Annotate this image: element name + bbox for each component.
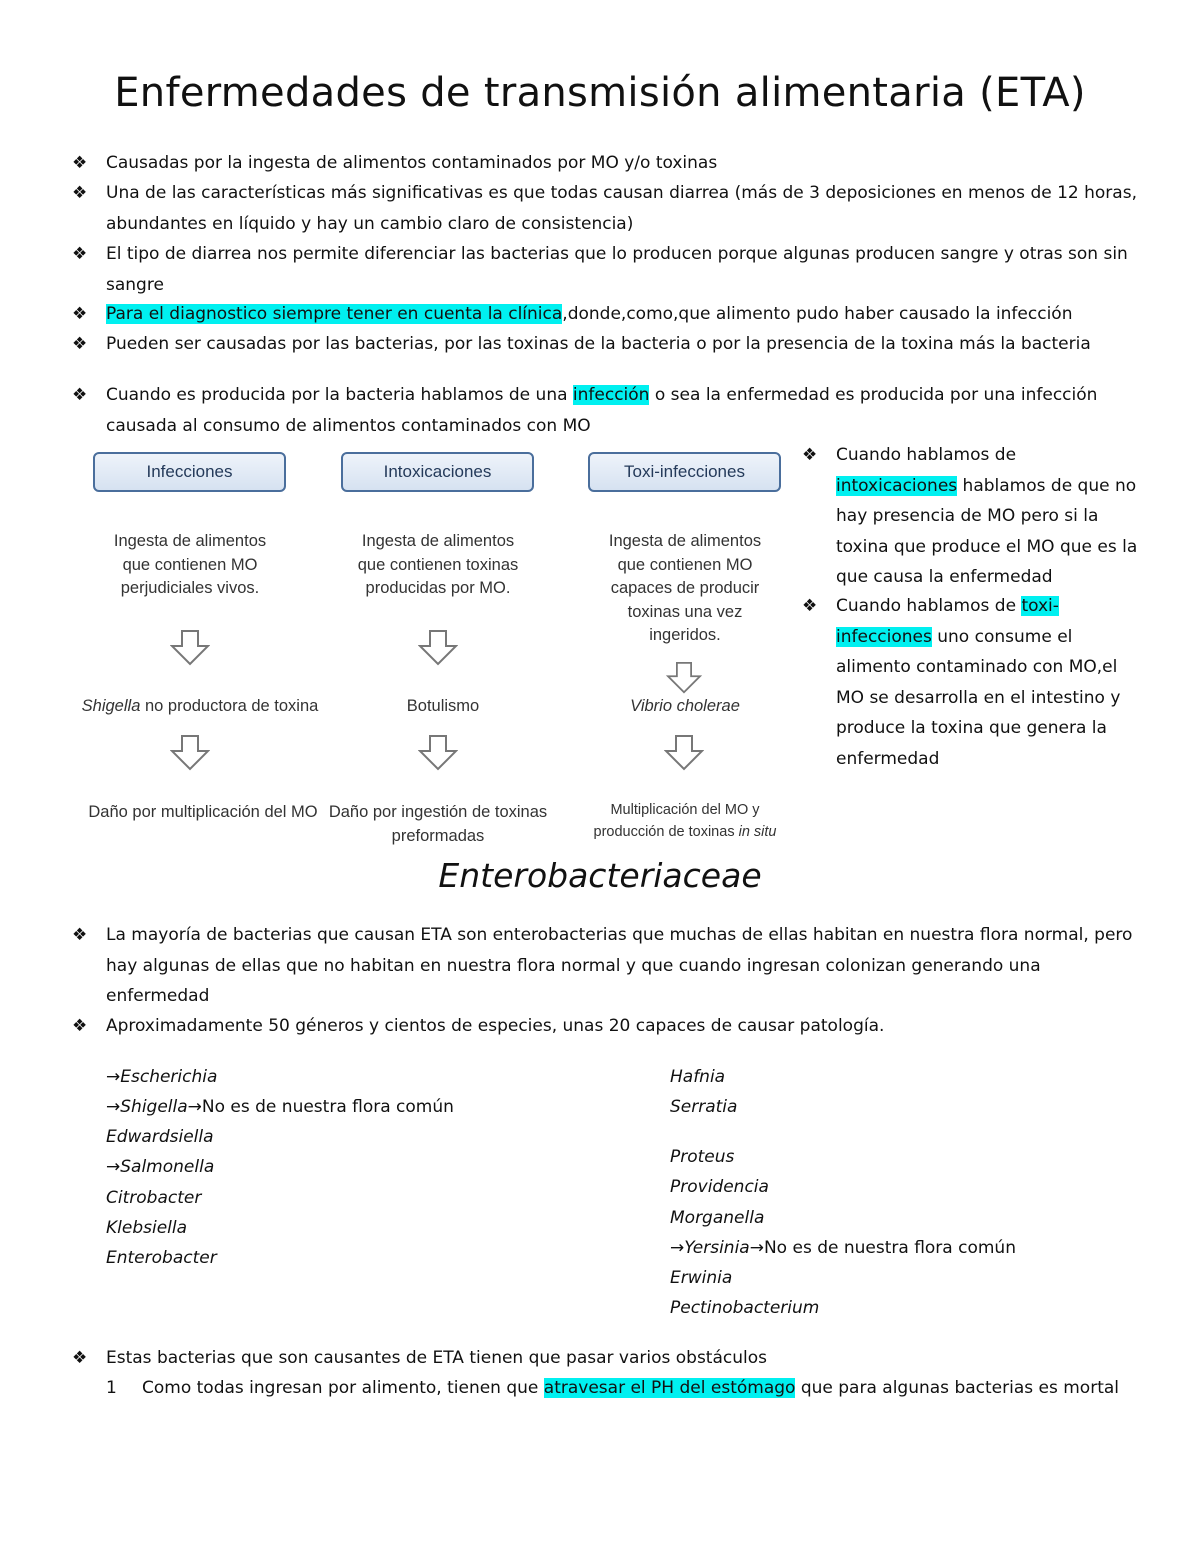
list-item (72, 239, 1142, 300)
diagram-box-intoxicaciones: Intoxicaciones (341, 452, 534, 492)
genus-name: Pectinobacterium (670, 1298, 820, 1318)
genus-item (106, 1092, 454, 1123)
bullet-icon: ❖ (72, 183, 88, 203)
bullet-text-start: Cuando hablamos de (836, 596, 1022, 616)
list-item (72, 920, 1142, 1012)
result-italic: in situ (738, 824, 777, 840)
bullet-text-rest: ,donde,como,que alimento pudo haber causado la infección (562, 304, 1073, 324)
bullet-icon: ❖ (72, 925, 88, 945)
down-arrow-icon (418, 735, 458, 771)
highlight: toxi-infecciones (836, 596, 1059, 647)
bullet-text: Causadas por la ingesta de alimentos contaminados por MO y/o toxinas (106, 153, 718, 173)
bullet-text-start: Cuando es producida por la bacteria hablamos de una (106, 385, 573, 405)
genus-name: Erwinia (670, 1268, 733, 1288)
list-item (72, 299, 1142, 330)
genus-item (106, 1122, 214, 1153)
genus-name: Shigella (120, 1097, 188, 1117)
example-italic: Vibrio cholerae (630, 697, 740, 715)
bullet-text-rest: uno consume el alimento contaminado con MO,el MO se desarrolla en el intestino y produce la toxina que genera la enfermedad (836, 626, 1121, 769)
bullet-text: El tipo de diarrea nos permite diferenciar las bacterias que lo producen porque algunas producen sangre y otras son sin sangre (106, 244, 1128, 295)
arrow-icon: → (106, 1067, 121, 1087)
genus-item (670, 1062, 725, 1093)
genus-name: Hafnia (670, 1067, 726, 1087)
bullet-icon: ❖ (72, 385, 88, 405)
genus-name: Escherichia (120, 1067, 218, 1087)
bullet-icon: ❖ (802, 596, 818, 616)
numbered-text-start: Como todas ingresan por alimento, tienen que (142, 1378, 544, 1398)
genus-item (670, 1293, 819, 1324)
bullet-icon: ❖ (72, 1016, 88, 1036)
genus-note: →No es de nuestra flora común (187, 1097, 454, 1117)
highlight: infección (572, 385, 650, 405)
example-text: no productora de toxina (140, 697, 319, 715)
diagram-example (70, 695, 330, 719)
genus-name: Salmonella (120, 1157, 215, 1177)
bullet-icon: ❖ (72, 334, 88, 354)
down-arrow-icon (418, 630, 458, 666)
genus-item (106, 1152, 214, 1183)
bullet-text: Aproximadamente 50 géneros y cientos de especies, unas 20 capaces de causar patología. (106, 1016, 885, 1036)
bullet-icon: ❖ (72, 153, 88, 173)
numbered-item (106, 1373, 1146, 1404)
genus-item (670, 1142, 734, 1173)
list-item (72, 380, 1142, 441)
bullet-icon: ❖ (72, 1348, 88, 1368)
diagram-result (322, 801, 554, 848)
numbered-text (142, 1373, 1146, 1404)
bullet-text-start: Cuando hablamos de (836, 445, 1017, 465)
genus-name: Providencia (670, 1177, 769, 1197)
bullet-icon: ❖ (72, 244, 88, 264)
numbered-text-rest: que para algunas bacterias es mortal (795, 1378, 1119, 1398)
genus-note: →No es de nuestra flora común (749, 1238, 1016, 1258)
diagram-desc: Ingesta de alimentos que contienen toxinas producidas por MO. (357, 532, 519, 597)
down-arrow-icon (170, 630, 210, 666)
genus-name: Enterobacter (106, 1248, 217, 1268)
bullet-text (836, 440, 1138, 593)
down-arrow-icon (664, 735, 704, 771)
highlight: Para el diagnostico siempre tener en cuenta la clínica (106, 304, 563, 324)
genus-item (106, 1213, 187, 1244)
genus-name: Morganella (670, 1208, 765, 1228)
list-item (72, 329, 1142, 360)
list-item (72, 1343, 1142, 1374)
arrow-icon: → (106, 1157, 121, 1177)
genus-item (670, 1172, 769, 1203)
genus-item (106, 1183, 201, 1214)
genus-name: Serratia (670, 1097, 738, 1117)
bullet-icon: ❖ (802, 445, 818, 465)
bullet-text: Pueden ser causadas por las bacterias, por las toxinas de la bacteria o por la presencia de la toxina más la bacteria (106, 334, 1091, 354)
highlight: intoxicaciones (836, 475, 958, 496)
highlight: atravesar el PH del estómago (543, 1378, 796, 1398)
bullet-text: Estas bacterias que son causantes de ETA tienen que pasar varios obstáculos (106, 1348, 767, 1368)
list-item (72, 148, 1142, 179)
diagram-result (584, 799, 786, 843)
genus-name: Citrobacter (106, 1188, 202, 1208)
genus-item (670, 1233, 1016, 1264)
section-title: Enterobacteriaceae (438, 856, 762, 895)
example-italic: Shigella (81, 697, 141, 715)
result-text: Multiplicación del MO y producción de toxinas (593, 802, 760, 840)
result-text: Daño por ingestión de toxinas preformadas (328, 803, 548, 845)
genus-name: Yersinia (684, 1238, 750, 1258)
bullet-text: La mayoría de bacterias que causan ETA son enterobacterias que muchas de ellas habitan en nuestra flora normal, pero hay algunas de ellas que no habitan en nuestra flora normal y que cuando ingresan colonizan generando una enfermedad (106, 925, 1133, 1006)
list-item (802, 440, 1138, 593)
example-text: Botulismo (406, 697, 480, 715)
genus-item (106, 1062, 217, 1093)
genus-item (106, 1243, 217, 1274)
bullet-icon: ❖ (72, 304, 88, 324)
bullet-text-rest: hablamos de que no hay presencia de MO pero si la toxina que produce el MO que es la que causa la enfermedad (836, 475, 1138, 587)
genus-name: Klebsiella (106, 1218, 188, 1238)
page-title: Enfermedades de transmisión alimentaria (ETA) (114, 70, 1086, 116)
diagram-box-toxi-infecciones: Toxi-infecciones (588, 452, 781, 492)
diagram-box-infecciones: Infecciones (93, 452, 286, 492)
list-item (72, 178, 1142, 239)
diagram-desc: Ingesta de alimentos que contienen MO capaces de producir toxinas una vez ingeridos. (608, 532, 762, 644)
genus-name: Proteus (670, 1147, 735, 1167)
genus-item (670, 1263, 732, 1294)
bullet-text (106, 299, 1142, 330)
bullet-text-rest: o sea la enfermedad es producida por una infección causada al consumo de alimentos contaminados con MO (106, 385, 1098, 436)
genus-name: Edwardsiella (106, 1127, 214, 1147)
diagram-desc: Ingesta de alimentos que contienen MO perjudiciales vivos. (113, 532, 267, 597)
genus-item (670, 1203, 764, 1234)
bullet-text: Una de las características más significativas es que todas causan diarrea (más de 3 deposiciones en menos de 12 horas, abundantes en líquido y hay un cambio claro de consistencia) (106, 183, 1137, 234)
diagram-result (78, 801, 328, 825)
list-item (802, 591, 1138, 774)
diagram-example (348, 695, 538, 719)
item-number: 1 (106, 1378, 117, 1398)
list-item (72, 1011, 1142, 1042)
result-text: Daño por multiplicación del MO (88, 803, 318, 821)
diagram-example (596, 695, 774, 719)
down-arrow-icon (170, 735, 210, 771)
genus-item (670, 1092, 737, 1123)
arrow-icon: → (670, 1238, 685, 1258)
bullet-text (106, 380, 1142, 441)
bullet-text (836, 591, 1138, 774)
arrow-icon: → (106, 1097, 121, 1117)
down-arrow-icon (664, 662, 704, 694)
